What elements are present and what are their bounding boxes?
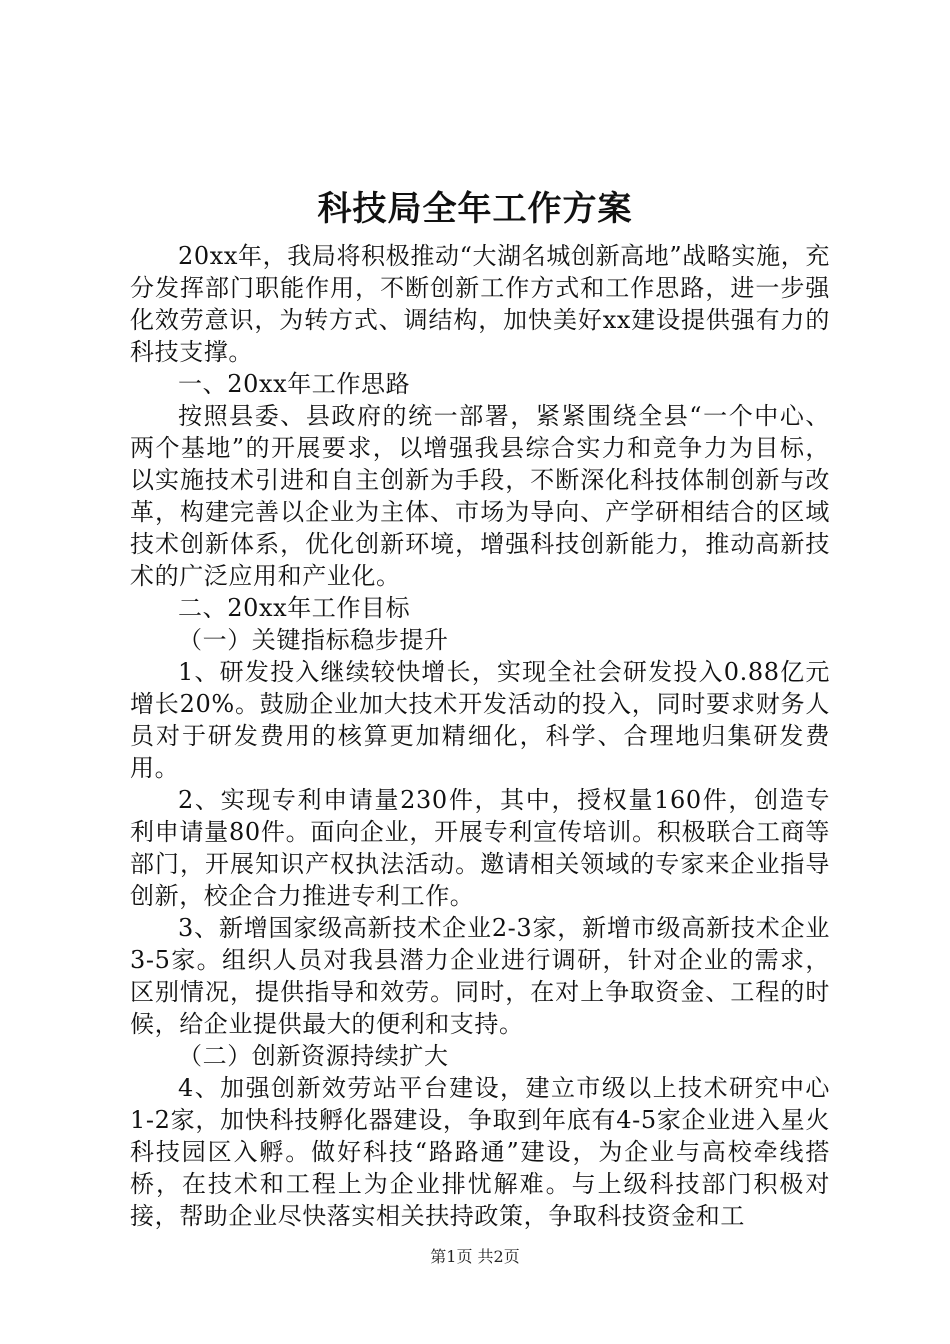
subsection-heading-2: （二）创新资源持续扩大: [178, 1042, 449, 1070]
document-body: [130, 240, 830, 1232]
paragraph-work-ideas: 按照县委、县政府的统一部署，紧紧围绕全县“一个中心、两个基地”的开展要求，以增强我县综合实力和竞争力为目标，以实施技术引进和自主创新为手段，不断深化科技体制创新与改革，构建完善以企业为主体、市场为导向、产学研相结合的区域技术创新体系，优化创新环境，增强科技创新能力，推动高新技术的广泛应用和产业化。: [130, 402, 830, 590]
subsection-heading-1: （一）关键指标稳步提升: [178, 626, 449, 654]
paragraph-item-3: 3、新增国家级高新技术企业2-3家，新增市级高新技术企业3-5家。组织人员对我县潜力企业进行调研，针对企业的需求，区别情况，提供指导和效劳。同时，在对上争取资金、工程的时候，给企业提供最大的便利和支持。: [130, 914, 830, 1038]
intro-paragraph: 20xx年，我局将积极推动“大湖名城创新高地”战略实施，充分发挥部门职能作用，不断创新工作方式和工作思路，进一步强化效劳意识，为转方式、调结构，加快美好xx建设提供强有力的科技支撑。: [130, 242, 830, 366]
section-heading-2: 二、20xx年工作目标: [178, 594, 411, 622]
paragraph-item-1: 1、研发投入继续较快增长，实现全社会研发投入0.88亿元增长20%。鼓励企业加大技术开发活动的投入，同时要求财务人员对于研发费用的核算更加精细化，科学、合理地归集研发费用。: [130, 658, 830, 782]
section-heading-1: 一、20xx年工作思路: [178, 370, 411, 398]
document-title: 科技局全年工作方案: [317, 189, 633, 229]
paragraph-item-2: 2、实现专利申请量230件，其中，授权量160件，创造专利申请量80件。面向企业，开展专利宣传培训。积极联合工商等部门，开展知识产权执法活动。邀请相关领域的专家来企业指导创新，校企合力推进专利工作。: [130, 786, 830, 910]
paragraph-item-4: 4、加强创新效劳站平台建设，建立市级以上技术研究中心1-2家，加快科技孵化器建设，争取到年底有4-5家企业进入星火科技园区入孵。做好科技“路路通”建设，为企业与高校牵线搭桥，在技术和工程上为企业排忧解难。与上级科技部门积极对接，帮助企业尽快落实相关扶持政策，争取科技资金和工: [130, 1074, 830, 1230]
page-number-footer: 第1页 共2页: [430, 1247, 520, 1266]
